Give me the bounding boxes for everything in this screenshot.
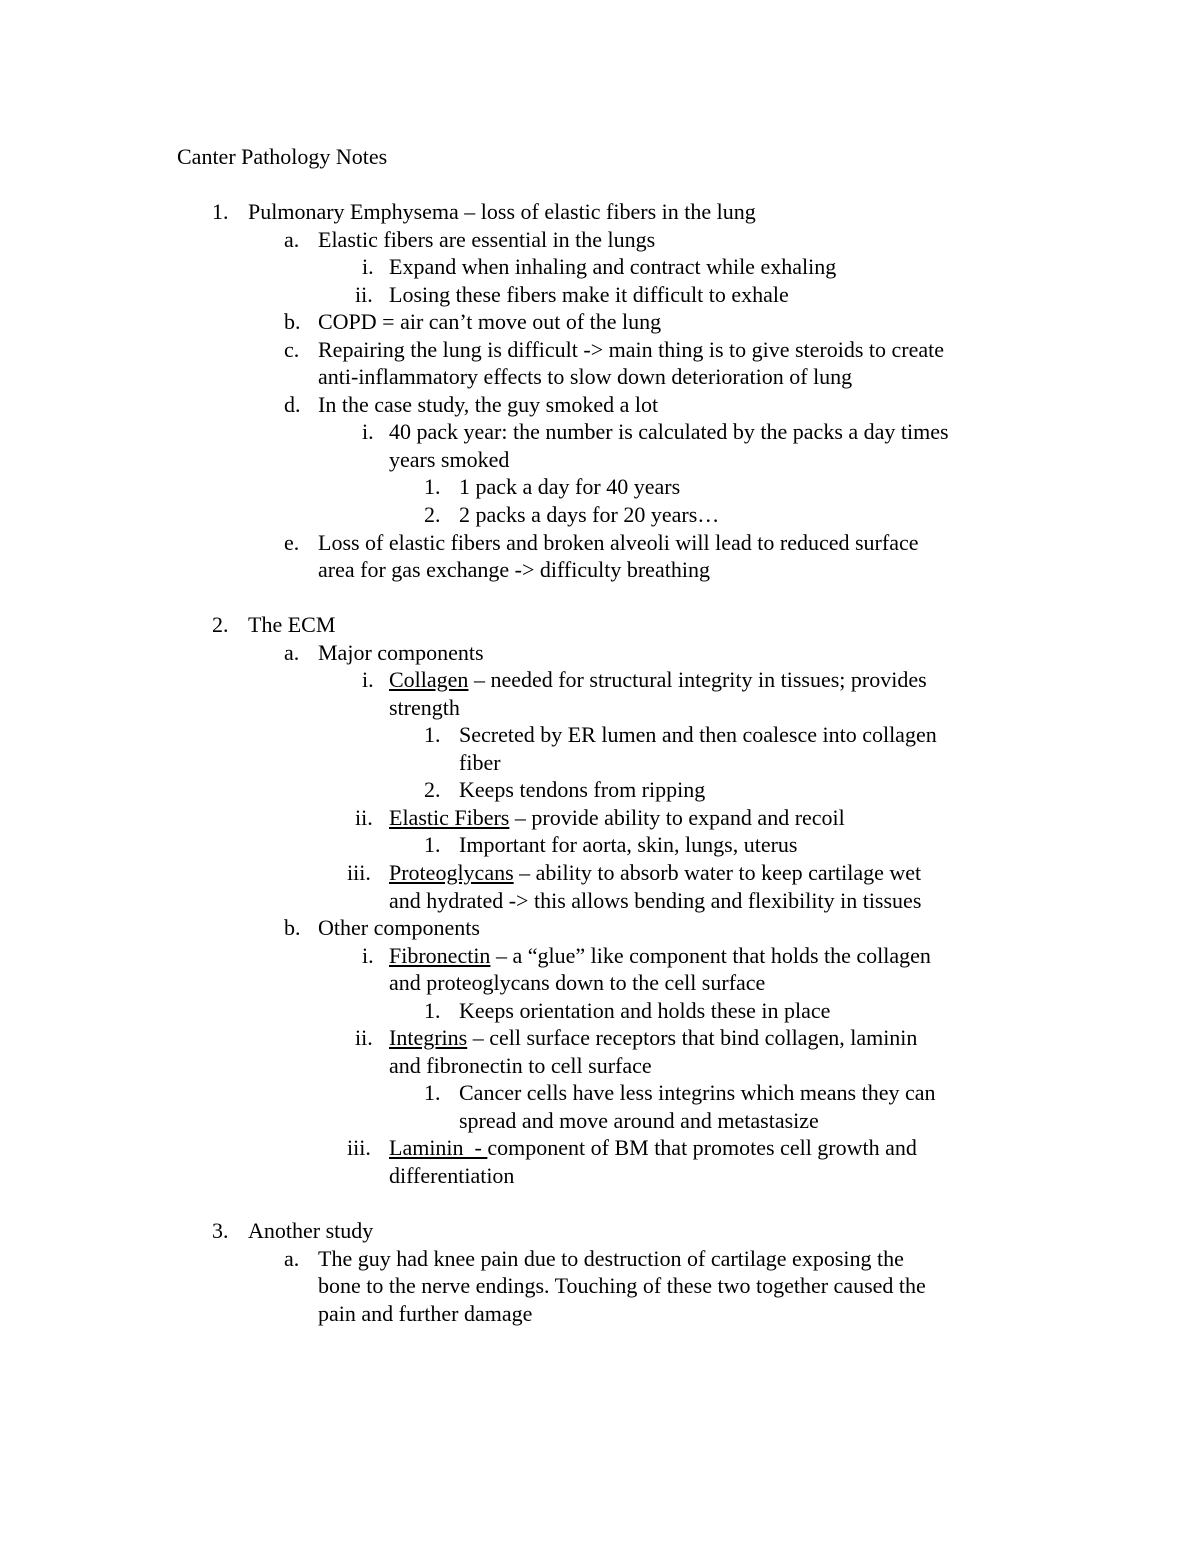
list-item: 2 packs a days for 20 years…: [459, 502, 720, 527]
list-item: Other components: [318, 915, 480, 940]
list-item-continuation: strength: [389, 695, 460, 720]
list-item: [389, 942, 931, 970]
list-item: Losing these fibers make it difficult to exhale: [389, 282, 789, 307]
list-item-continuation: and hydrated -> this allows bending and flexibility in tissues: [389, 888, 922, 913]
list-marker: 1.: [424, 998, 441, 1023]
list-item: [389, 1024, 917, 1052]
list-item: Secreted by ER lumen and then coalesce into collagen: [459, 722, 937, 747]
list-item-continuation: area for gas exchange -> difficulty breathing: [318, 557, 710, 582]
list-marker: b.: [284, 309, 301, 334]
list-marker: 1.: [212, 199, 229, 224]
section-heading: The ECM: [248, 612, 336, 637]
list-marker: a.: [284, 227, 300, 252]
list-marker: i.: [362, 667, 374, 692]
document-title: Canter Pathology Notes: [177, 144, 388, 169]
list-item-continuation: differentiation: [389, 1163, 515, 1188]
list-marker: 2.: [424, 502, 441, 527]
list-item: [389, 666, 927, 694]
list-item-continuation: and fibronectin to cell surface: [389, 1053, 652, 1078]
list-marker: 1.: [424, 832, 441, 857]
term-description: – ability to absorb water to keep cartilage wet: [513, 860, 922, 885]
list-marker: 2.: [424, 777, 441, 802]
list-item: Repairing the lung is difficult -> main thing is to give steroids to create: [318, 337, 945, 362]
section-heading: Another study: [248, 1218, 374, 1243]
list-item: 1 pack a day for 40 years: [459, 474, 681, 499]
list-marker: iii.: [347, 860, 371, 885]
list-item-continuation: pain and further damage: [318, 1301, 533, 1326]
list-marker: ii.: [355, 282, 373, 307]
list-item: Cancer cells have less integrins which means they can: [459, 1080, 936, 1105]
list-item: [389, 859, 921, 887]
term-description: – a “glue” like component that holds the collagen: [490, 943, 931, 968]
term-description: – provide ability to expand and recoil: [509, 805, 845, 830]
list-marker: 1.: [424, 474, 441, 499]
list-item-continuation: anti-inflammatory effects to slow down deterioration of lung: [318, 364, 853, 389]
list-item: Loss of elastic fibers and broken alveoli will lead to reduced surface: [318, 530, 919, 555]
list-item: Important for aorta, skin, lungs, uterus: [459, 832, 798, 857]
list-item: The guy had knee pain due to destruction of cartilage exposing the: [318, 1246, 904, 1271]
list-item: Keeps tendons from ripping: [459, 777, 706, 802]
list-marker: d.: [284, 392, 301, 417]
list-marker: iii.: [347, 1135, 371, 1160]
term-description: component of BM that promotes cell growth and: [487, 1135, 917, 1160]
list-marker: 2.: [212, 612, 229, 637]
list-item-continuation: fiber: [459, 750, 501, 775]
list-marker: 1.: [424, 722, 441, 747]
list-item-continuation: spread and move around and metastasize: [459, 1108, 819, 1133]
term-proteoglycans: Proteoglycans: [389, 860, 514, 885]
list-item-continuation: bone to the nerve endings. Touching of these two together caused the: [318, 1273, 926, 1298]
list-marker: 3.: [212, 1218, 229, 1243]
term-collagen: Collagen: [389, 667, 469, 692]
list-marker: i.: [362, 943, 374, 968]
term-fibronectin: Fibronectin: [389, 943, 491, 968]
term-integrins: Integrins: [389, 1025, 468, 1050]
list-item: Major components: [318, 640, 484, 665]
list-item: In the case study, the guy smoked a lot: [318, 392, 659, 417]
list-marker: i.: [362, 419, 374, 444]
list-marker: 1.: [424, 1080, 441, 1105]
list-item: Expand when inhaling and contract while exhaling: [389, 254, 837, 279]
term-laminin: Laminin -: [389, 1135, 488, 1160]
term-description: – needed for structural integrity in tissues; provides: [468, 667, 927, 692]
term-elastic-fibers: Elastic Fibers: [389, 805, 510, 830]
list-item: 40 pack year: the number is calculated by the packs a day times: [389, 419, 949, 444]
list-marker: a.: [284, 1246, 300, 1271]
list-item: [389, 804, 845, 832]
list-marker: e.: [284, 530, 300, 555]
list-item: Keeps orientation and holds these in place: [459, 998, 831, 1023]
list-marker: i.: [362, 254, 374, 279]
list-marker: b.: [284, 915, 301, 940]
list-item-continuation: years smoked: [389, 447, 510, 472]
list-marker: ii.: [355, 1025, 373, 1050]
list-marker: a.: [284, 640, 300, 665]
term-description: – cell surface receptors that bind collagen, laminin: [467, 1025, 918, 1050]
list-item: Elastic fibers are essential in the lungs: [318, 227, 656, 252]
list-item-continuation: and proteoglycans down to the cell surface: [389, 970, 766, 995]
section-heading: Pulmonary Emphysema – loss of elastic fibers in the lung: [248, 199, 756, 224]
list-item: [389, 1134, 917, 1162]
list-marker: ii.: [355, 805, 373, 830]
list-item: COPD = air can’t move out of the lung: [318, 309, 662, 334]
list-marker: c.: [284, 337, 300, 362]
